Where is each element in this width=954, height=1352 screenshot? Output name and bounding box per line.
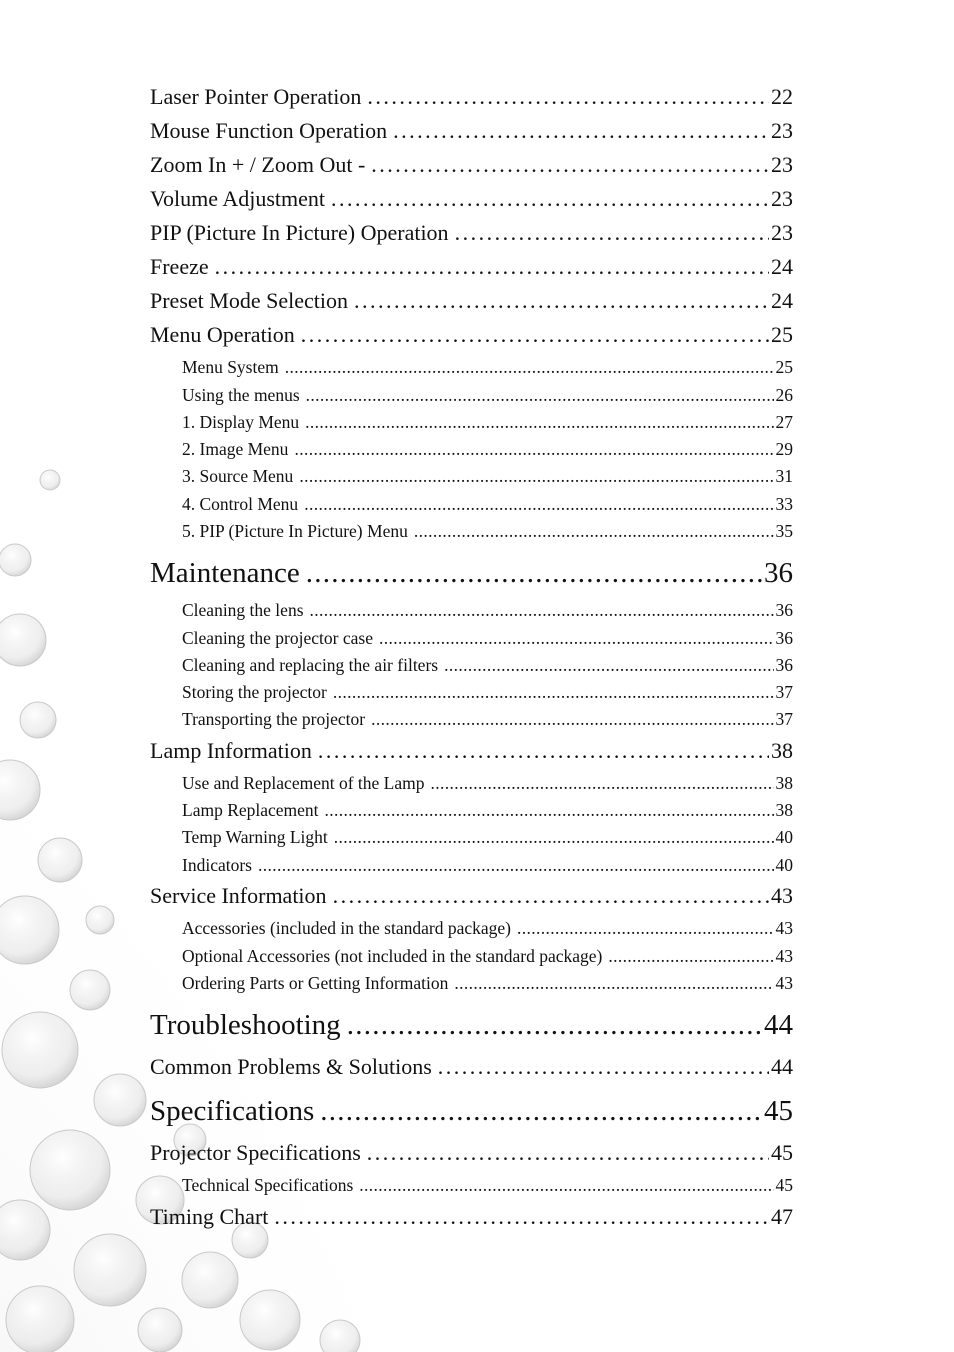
dot-leader bbox=[359, 1177, 773, 1195]
toc-subentry[interactable] bbox=[182, 496, 793, 514]
toc-entry-page-number: 43 bbox=[771, 883, 793, 908]
toc-entry-page-number: 29 bbox=[775, 439, 793, 459]
toc-entry-page-number: 47 bbox=[771, 1204, 793, 1229]
toc-entry[interactable] bbox=[150, 324, 793, 346]
toc-entry-page-number: 24 bbox=[771, 254, 793, 279]
toc-entry-title: Menu System bbox=[182, 357, 279, 377]
toc-entry-page-number: 40 bbox=[775, 827, 793, 847]
toc-entry-title: 1. Display Menu bbox=[182, 412, 300, 432]
dot-leader bbox=[354, 290, 769, 312]
toc-entry-title: Accessories (included in the standard package) bbox=[182, 918, 511, 938]
dot-leader bbox=[285, 359, 774, 377]
dot-leader bbox=[430, 775, 773, 793]
toc-entry-page-number: 36 bbox=[775, 655, 793, 675]
dot-leader bbox=[310, 602, 774, 620]
toc-entry[interactable] bbox=[150, 1206, 793, 1228]
toc-entry-title: Laser Pointer Operation bbox=[150, 84, 362, 109]
dot-leader bbox=[608, 948, 773, 966]
toc-entry-page-number: 45 bbox=[764, 1095, 793, 1127]
toc-entry-title: Maintenance bbox=[150, 557, 300, 589]
toc-entry-title: Volume Adjustment bbox=[150, 186, 325, 211]
toc-entry-page-number: 23 bbox=[771, 220, 793, 245]
toc-entry-page-number: 38 bbox=[775, 800, 793, 820]
toc-entry-title: Menu Operation bbox=[150, 322, 295, 347]
toc-entry-title: Cleaning the projector case bbox=[182, 628, 373, 648]
toc-subentry[interactable] bbox=[182, 359, 793, 377]
toc-entry-page-number: 44 bbox=[771, 1054, 793, 1079]
toc-entry-title: Use and Replacement of the Lamp bbox=[182, 773, 425, 793]
toc-subentry[interactable] bbox=[182, 523, 793, 541]
toc-subentry[interactable] bbox=[182, 468, 793, 486]
toc-entry-title: Lamp Replacement bbox=[182, 800, 319, 820]
toc-subentry[interactable] bbox=[182, 975, 793, 993]
dot-leader bbox=[333, 684, 774, 702]
toc-subentry[interactable] bbox=[182, 920, 793, 938]
dot-leader bbox=[301, 324, 769, 346]
toc-entry-page-number: 44 bbox=[764, 1009, 793, 1041]
dot-leader bbox=[320, 1097, 762, 1126]
dot-leader bbox=[306, 387, 774, 405]
toc-entry[interactable] bbox=[150, 120, 793, 142]
dot-leader bbox=[367, 86, 769, 108]
dot-leader bbox=[294, 441, 773, 459]
toc-entry[interactable] bbox=[150, 188, 793, 210]
toc-entry-title: Indicators bbox=[182, 855, 252, 875]
toc-entry-title: Projector Specifications bbox=[150, 1140, 361, 1165]
toc-entry-title: Cleaning and replacing the air filters bbox=[182, 655, 439, 675]
toc-entry-title: Timing Chart bbox=[150, 1204, 269, 1229]
toc-subentry[interactable] bbox=[182, 630, 793, 648]
toc-entry-page-number: 38 bbox=[771, 738, 793, 763]
toc-entry-title: 3. Source Menu bbox=[182, 466, 294, 486]
dot-leader bbox=[367, 1142, 769, 1164]
toc-entry-page-number: 36 bbox=[775, 628, 793, 648]
toc-entry-title: Temp Warning Light bbox=[182, 827, 328, 847]
toc-entry-page-number: 43 bbox=[775, 973, 793, 993]
dot-leader bbox=[438, 1056, 769, 1078]
toc-entry-title: 5. PIP (Picture In Picture) Menu bbox=[182, 521, 408, 541]
toc-subentry[interactable] bbox=[182, 684, 793, 702]
toc-entry-title: Optional Accessories (not included in the standard package) bbox=[182, 946, 603, 966]
dot-leader bbox=[331, 188, 769, 210]
dot-leader bbox=[258, 857, 774, 875]
toc-entry-page-number: 23 bbox=[771, 118, 793, 143]
toc-entry-title: Specifications bbox=[150, 1095, 315, 1127]
toc-entry[interactable] bbox=[150, 256, 793, 278]
toc-chapter[interactable] bbox=[150, 1011, 793, 1040]
toc-entry-page-number: 40 bbox=[775, 855, 793, 875]
dot-leader bbox=[334, 829, 774, 847]
toc-entry-page-number: 36 bbox=[764, 557, 793, 589]
toc-subentry[interactable] bbox=[182, 802, 793, 820]
dot-leader bbox=[393, 120, 769, 142]
toc-entry-page-number: 23 bbox=[771, 152, 793, 177]
dot-leader bbox=[305, 414, 773, 432]
toc-entry[interactable] bbox=[150, 86, 793, 108]
dot-leader bbox=[318, 740, 769, 762]
toc-entry-page-number: 36 bbox=[775, 600, 793, 620]
toc-entry[interactable] bbox=[150, 290, 793, 312]
toc-entry-page-number: 27 bbox=[775, 412, 793, 432]
dot-leader bbox=[304, 496, 773, 514]
toc-subentry[interactable] bbox=[182, 657, 793, 675]
toc-entry-title: Common Problems & Solutions bbox=[150, 1054, 432, 1079]
dot-leader bbox=[455, 222, 769, 244]
toc-subentry[interactable] bbox=[182, 602, 793, 620]
toc-entry-page-number: 35 bbox=[775, 521, 793, 541]
dot-leader bbox=[414, 523, 774, 541]
dot-leader bbox=[274, 1206, 769, 1228]
dot-leader bbox=[444, 657, 773, 675]
toc-entry[interactable] bbox=[150, 1056, 793, 1078]
toc-entry-title: Storing the projector bbox=[182, 682, 327, 702]
toc-entry-title: Cleaning the lens bbox=[182, 600, 304, 620]
dot-leader bbox=[299, 468, 773, 486]
toc-entry-page-number: 25 bbox=[775, 357, 793, 377]
toc-entry-page-number: 23 bbox=[771, 186, 793, 211]
toc-entry-title: Freeze bbox=[150, 254, 209, 279]
toc-entry-title: Zoom In + / Zoom Out - bbox=[150, 152, 366, 177]
toc-subentry[interactable] bbox=[182, 857, 793, 875]
toc-entry-page-number: 22 bbox=[771, 84, 793, 109]
dot-leader bbox=[333, 885, 769, 907]
toc-entry-page-number: 45 bbox=[775, 1175, 793, 1195]
dot-leader bbox=[215, 256, 769, 278]
toc-entry-page-number: 43 bbox=[775, 946, 793, 966]
dot-leader bbox=[454, 975, 773, 993]
toc-entry-title: Mouse Function Operation bbox=[150, 118, 388, 143]
toc-entry-title: Lamp Information bbox=[150, 738, 312, 763]
toc-entry-page-number: 33 bbox=[775, 494, 793, 514]
toc-entry-title: PIP (Picture In Picture) Operation bbox=[150, 220, 449, 245]
toc-entry-page-number: 25 bbox=[771, 322, 793, 347]
toc-subentry[interactable] bbox=[182, 1177, 793, 1195]
toc-entry-title: Ordering Parts or Getting Information bbox=[182, 973, 449, 993]
toc-entry-page-number: 31 bbox=[775, 466, 793, 486]
dot-leader bbox=[325, 802, 774, 820]
toc-entry[interactable] bbox=[150, 740, 793, 762]
toc-entry-page-number: 24 bbox=[771, 288, 793, 313]
dot-leader bbox=[517, 920, 774, 938]
toc-entry-page-number: 26 bbox=[775, 385, 793, 405]
toc-entry[interactable] bbox=[150, 1142, 793, 1164]
toc-subentry[interactable] bbox=[182, 711, 793, 729]
dot-leader bbox=[371, 711, 773, 729]
toc-subentry[interactable] bbox=[182, 414, 793, 432]
toc-entry-page-number: 37 bbox=[775, 682, 793, 702]
toc-subentry[interactable] bbox=[182, 441, 793, 459]
toc-subentry[interactable] bbox=[182, 829, 793, 847]
toc-entry[interactable] bbox=[150, 222, 793, 244]
toc-entry-title: 4. Control Menu bbox=[182, 494, 299, 514]
toc-entry-page-number: 37 bbox=[775, 709, 793, 729]
toc-entry-title: Service Information bbox=[150, 883, 327, 908]
toc-chapter[interactable] bbox=[150, 559, 793, 588]
toc-entry-title: Technical Specifications bbox=[182, 1175, 354, 1195]
toc-entry[interactable] bbox=[150, 885, 793, 907]
toc-entry-title: 2. Image Menu bbox=[182, 439, 289, 459]
toc-entry-page-number: 45 bbox=[771, 1140, 793, 1165]
toc-entry-page-number: 43 bbox=[775, 918, 793, 938]
toc-chapter[interactable] bbox=[150, 1097, 793, 1126]
toc-subentry[interactable] bbox=[182, 775, 793, 793]
dot-leader bbox=[379, 630, 774, 648]
toc-entry[interactable] bbox=[150, 154, 793, 176]
dot-leader bbox=[371, 154, 769, 176]
toc-entry-title: Transporting the projector bbox=[182, 709, 366, 729]
toc-entry-page-number: 38 bbox=[775, 773, 793, 793]
dot-leader bbox=[347, 1011, 762, 1040]
toc-subentry[interactable] bbox=[182, 387, 793, 405]
toc-entry-title: Troubleshooting bbox=[150, 1009, 341, 1041]
toc-subentry[interactable] bbox=[182, 948, 793, 966]
toc-entry-title: Preset Mode Selection bbox=[150, 288, 348, 313]
toc-entry-title: Using the menus bbox=[182, 385, 300, 405]
dot-leader bbox=[306, 559, 762, 588]
